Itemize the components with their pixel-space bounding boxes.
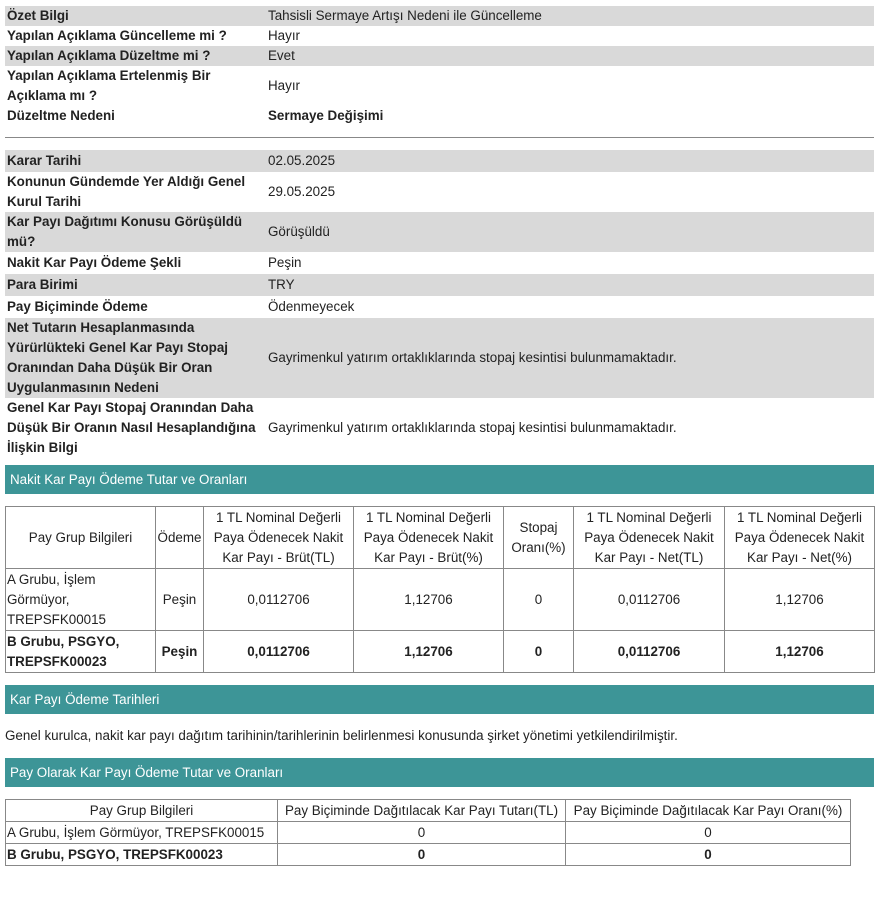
detail-value: 02.05.2025: [266, 150, 874, 172]
table-cell: 0: [504, 631, 574, 673]
table-cell: 0,0112706: [204, 569, 354, 631]
column-header: Pay Grup Bilgileri: [6, 507, 156, 569]
table-header-row: [6, 507, 875, 569]
dates-section-header: Kar Payı Ödeme Tarihleri: [5, 685, 874, 714]
details-table: [5, 150, 874, 458]
detail-label: Kar Payı Dağıtımı Konusu Görüşüldü mü?: [5, 212, 266, 252]
column-header: 1 TL Nominal Değerli Paya Ödenecek Nakit Kar Payı - Net(TL): [574, 507, 725, 569]
table-header-row: [6, 800, 851, 822]
table-cell: A Grubu, İşlem Görmüyor, TREPSFK00015: [6, 822, 278, 844]
cash-section-header: Nakit Kar Payı Ödeme Tutar ve Oranları: [5, 465, 874, 494]
table-cell: 0: [278, 844, 566, 866]
column-header: Pay Biçiminde Dağıtılacak Kar Payı Oranı(%): [566, 800, 851, 822]
detail-row: [5, 398, 874, 458]
detail-label: Net Tutarın Hesaplanmasında Yürürlükteki Genel Kar Payı Stopaj Oranından Daha Düşük Bir Oran Uygulanmasının Nedeni: [5, 318, 266, 398]
summary-label: Yapılan Açıklama Düzeltme mi ?: [5, 46, 266, 66]
table-row: [6, 822, 851, 844]
table-cell: 0,0112706: [574, 631, 725, 673]
summary-value: Evet: [266, 46, 874, 66]
summary-row: [5, 6, 874, 26]
share-dividend-table: [5, 799, 851, 866]
summary-label: Düzeltme Nedeni: [5, 106, 266, 126]
column-header: Ödeme: [156, 507, 204, 569]
summary-row: [5, 26, 874, 46]
table-cell: 1,12706: [354, 631, 504, 673]
detail-value: Görüşüldü: [266, 212, 874, 252]
summary-value: Tahsisli Sermaye Artışı Nedeni ile Güncelleme: [266, 6, 874, 26]
cash-dividend-table: [5, 506, 875, 673]
detail-value: TRY: [266, 274, 874, 296]
detail-row: [5, 212, 874, 252]
dates-note: Genel kurulca, nakit kar payı dağıtım tarihinin/tarihlerinin belirlenmesi konusunda şirket yönetimi yetkilendirilmiştir.: [5, 728, 678, 743]
column-header: 1 TL Nominal Değerli Paya Ödenecek Nakit Kar Payı - Brüt(TL): [204, 507, 354, 569]
table-cell: 0: [566, 844, 851, 866]
table-cell: B Grubu, PSGYO, TREPSFK00023: [6, 844, 278, 866]
detail-row: [5, 150, 874, 172]
column-header: Pay Grup Bilgileri: [6, 800, 278, 822]
detail-value: Gayrimenkul yatırım ortaklıklarında stopaj kesintisi bulunmamaktadır.: [266, 398, 874, 458]
disclosure-content: [5, 6, 874, 866]
table-row: [6, 569, 875, 631]
summary-label: Yapılan Açıklama Ertelenmiş Bir Açıklama mı ?: [5, 66, 266, 106]
column-header: Stopaj Oranı(%): [504, 507, 574, 569]
table-cell: 0: [504, 569, 574, 631]
detail-label: Para Birimi: [5, 274, 266, 296]
detail-row: [5, 172, 874, 212]
table-cell: 0: [278, 822, 566, 844]
summary-label: Yapılan Açıklama Güncelleme mi ?: [5, 26, 266, 46]
summary-row: [5, 46, 874, 66]
table-row: [6, 631, 875, 673]
detail-value: Ödenmeyecek: [266, 296, 874, 318]
detail-label: Genel Kar Payı Stopaj Oranından Daha Düşük Bir Oranın Nasıl Hesaplandığına İlişkin Bilgi: [5, 398, 266, 458]
summary-value: Sermaye Değişimi: [266, 106, 874, 126]
column-header: 1 TL Nominal Değerli Paya Ödenecek Nakit Kar Payı - Brüt(%): [354, 507, 504, 569]
table-row: [6, 844, 851, 866]
table-cell: 1,12706: [354, 569, 504, 631]
table-cell: 0,0112706: [204, 631, 354, 673]
table-cell: 1,12706: [725, 569, 875, 631]
detail-value: Gayrimenkul yatırım ortaklıklarında stopaj kesintisi bulunmamaktadır.: [266, 318, 874, 398]
table-cell: A Grubu, İşlem Görmüyor, TREPSFK00015: [6, 569, 156, 631]
share-section-header: Pay Olarak Kar Payı Ödeme Tutar ve Oranları: [5, 758, 874, 787]
summary-value: Hayır: [266, 26, 874, 46]
detail-value: Peşin: [266, 252, 874, 274]
section-divider: [5, 137, 874, 138]
table-cell: 0: [566, 822, 851, 844]
column-header: 1 TL Nominal Değerli Paya Ödenecek Nakit Kar Payı - Net(%): [725, 507, 875, 569]
detail-row: [5, 252, 874, 274]
detail-value: 29.05.2025: [266, 172, 874, 212]
detail-label: Konunun Gündemde Yer Aldığı Genel Kurul Tarihi: [5, 172, 266, 212]
detail-row: [5, 318, 874, 398]
summary-label: Özet Bilgi: [5, 6, 266, 26]
summary-row: [5, 66, 874, 106]
table-cell: Peşin: [156, 631, 204, 673]
summary-row: [5, 106, 874, 126]
table-cell: B Grubu, PSGYO, TREPSFK00023: [6, 631, 156, 673]
table-cell: 0,0112706: [574, 569, 725, 631]
summary-table: [5, 6, 874, 126]
detail-label: Karar Tarihi: [5, 150, 266, 172]
detail-row: [5, 296, 874, 318]
table-cell: Peşin: [156, 569, 204, 631]
detail-row: [5, 274, 874, 296]
summary-value: Hayır: [266, 66, 874, 106]
table-cell: 1,12706: [725, 631, 875, 673]
column-header: Pay Biçiminde Dağıtılacak Kar Payı Tutarı(TL): [278, 800, 566, 822]
detail-label: Nakit Kar Payı Ödeme Şekli: [5, 252, 266, 274]
detail-label: Pay Biçiminde Ödeme: [5, 296, 266, 318]
